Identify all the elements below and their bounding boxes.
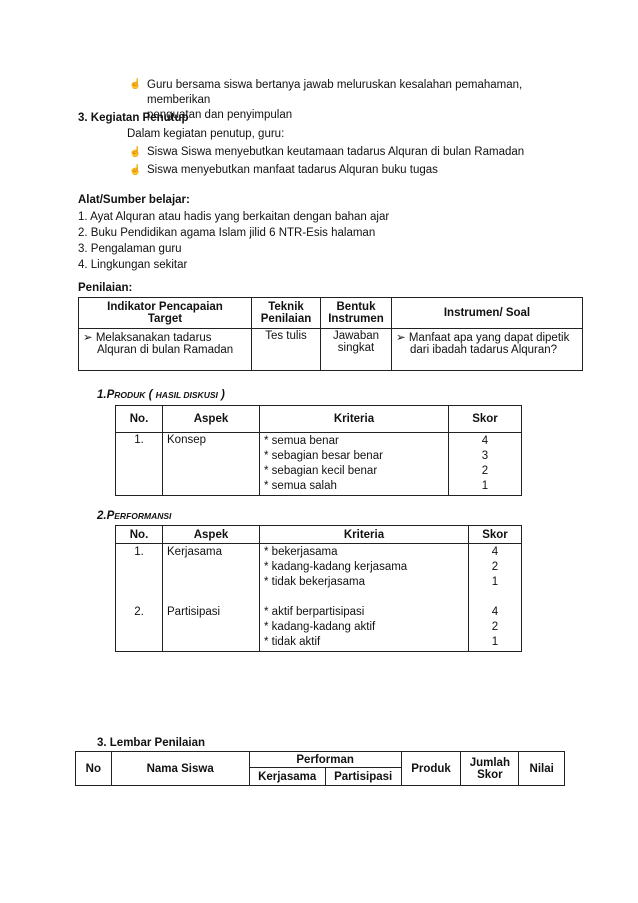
assessment-title: Penilaian: [78,282,133,294]
section3-title: 3. Kegiatan Penutup [78,112,189,124]
table-row [116,433,522,496]
arrow-bullet-icon: ➢ [83,332,93,344]
header-criteria: Kriteria [260,406,449,433]
no-cell: 2. [134,606,144,618]
header-score: Skor [449,406,522,433]
aspect-cell: Partisipasi [167,606,221,618]
header-no: No. [116,406,163,433]
section3-intro: Dalam kegiatan penutup, guru: [127,128,285,140]
header-total: Jumlah Skor [461,752,519,786]
hand-pointer-icon: ☝ [129,79,142,90]
tools-item: 1. Ayat Alquran atau hadis yang berkaitan dengan bahan ajar [78,211,390,223]
aspect-cell: Kerjasama [167,546,222,558]
header-name: Nama Siswa [111,752,249,786]
header-question: Instrumen/ Soal [392,298,583,329]
tools-item: 4. Lingkungan sekitar [78,259,188,271]
header-indicator: Indikator Pencapaian Target [79,298,252,329]
performance-table [115,525,522,652]
score-cell: 4 3 2 1 [449,433,522,496]
arrow-bullet-icon: ➢ [396,332,406,344]
header-no: No. [116,526,163,544]
hand-pointer-icon: ☝ [129,165,142,176]
header-aspect: Aspek [163,406,260,433]
header-score: Skor [469,526,522,544]
score-cell: 4 2 1 4 2 1 [469,544,522,652]
section3-bullet-text: Siswa menyebutkan manfaat tadarus Alquran buku tugas [147,164,438,176]
tools-item: 3. Pengalaman guru [78,243,182,255]
hand-pointer-icon: ☝ [129,147,142,158]
aspect-cell: Konsep [163,433,260,496]
product-title: 1.PRODUK ( HASIL DISKUSI ) [97,389,225,401]
technique-cell: Tes tulis [252,329,321,371]
header-criteria: Kriteria [260,526,469,544]
no-cell: 1. [134,546,144,558]
sheet-title: 3. Lembar Penilaian [97,737,206,749]
criteria-cell: * bekerjasama * kadang-kadang kerjasama * tidak bekerjasama * aktif berpartisipasi * kadang-kadang aktif * tidak aktif [260,544,469,652]
header-no: No [76,752,112,786]
section3-bullet [129,146,142,158]
table-row [116,544,522,652]
closing-bullet-1 [129,78,142,90]
tools-title: Alat/Sumber belajar: [78,194,190,206]
no-cell: 1. [116,433,163,496]
header-form: Bentuk Instrumen [321,298,392,329]
closing-bullet-1-text: Guru bersama siswa bertanya jawab meluruskan kesalahan pemahaman, memberikan penguatan dan penyimpulan [147,79,523,121]
header-performance: Performan [249,752,401,768]
sheet-table [75,751,565,786]
tools-list [78,209,389,273]
header-participation: Partisipasi [325,768,401,786]
section3-bullet [129,164,142,176]
criteria-cell: * semua benar * sebagian besar benar * sebagian kecil benar * semua salah [260,433,449,496]
performance-title: 2.PERFORMANSI [97,510,172,522]
tools-item: 2. Buku Pendidikan agama Islam jilid 6 NTR-Esis halaman [78,227,376,239]
product-table [115,405,522,496]
assessment-table [78,297,583,371]
header-technique: Teknik Penilaian [252,298,321,329]
header-product: Produk [401,752,461,786]
question-cell: ➢ Manfaat apa yang dapat dipetik dari ibadah tadarus Alquran? [392,329,583,371]
header-grade: Nilai [519,752,565,786]
table-row [79,329,583,371]
section3-bullet-text: Siswa Siswa menyebutkan keutamaan tadarus Alquran di bulan Ramadan [147,146,525,158]
indicator-cell: ➢ Melaksanakan tadarus Alquran di bulan Ramadan [79,329,252,371]
header-cooperation: Kerjasama [249,768,325,786]
form-cell: Jawaban singkat [321,329,392,371]
header-aspect: Aspek [163,526,260,544]
